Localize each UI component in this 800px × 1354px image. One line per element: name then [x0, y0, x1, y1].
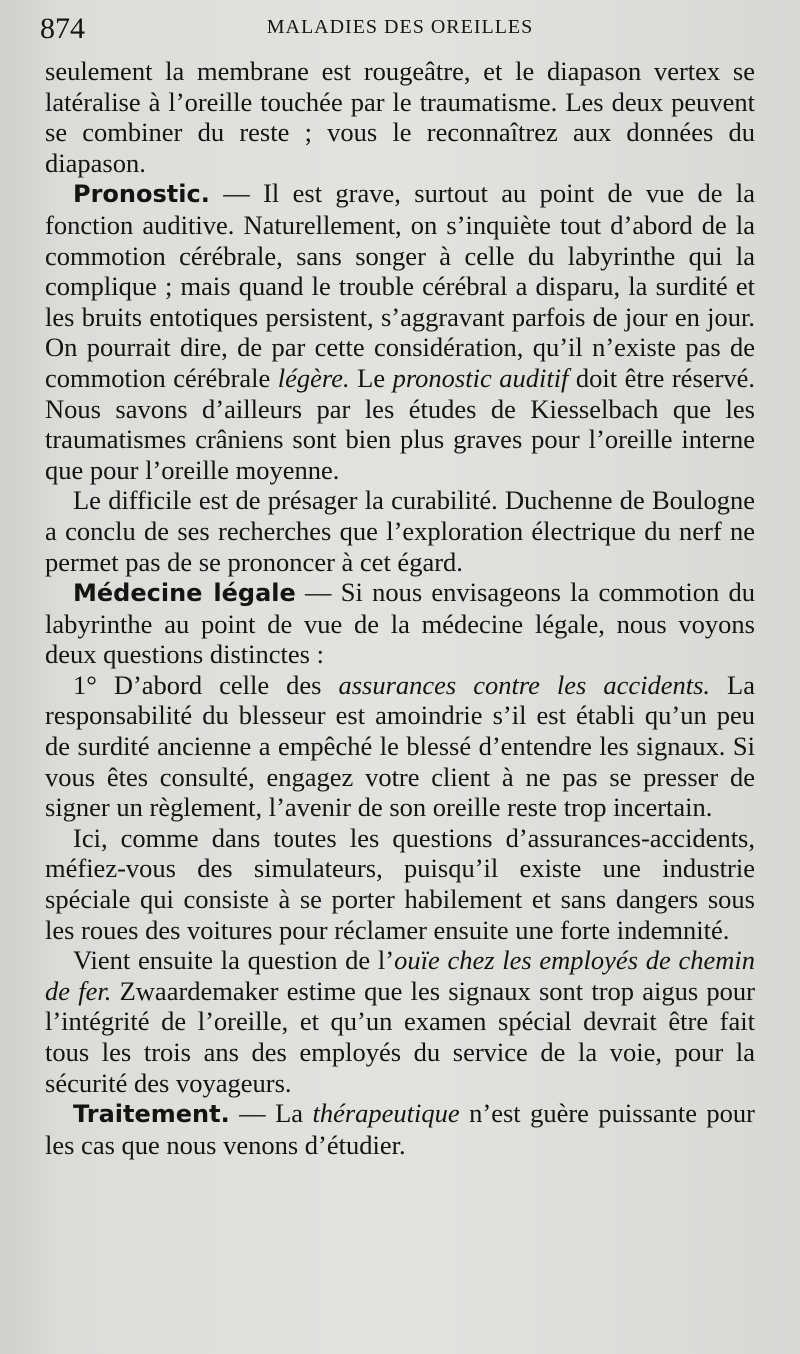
- pronostic-text-b: Le: [349, 362, 393, 393]
- assurances-text-a: 1° D’abord celle des: [73, 669, 339, 700]
- page-number: 874: [40, 12, 85, 45]
- paragraph-continuation: seulement la membrane est rougeâtre, et le diapason vertex se latéralise à l’oreille touchée par le traumatisme. Les deux peuvent se combiner du reste ; vous le reconnaîtrez aux données du diapason.: [45, 56, 755, 178]
- chemin-de-fer-text-a: Vient ensuite la question de l’: [73, 945, 395, 976]
- pronostic-italic-auditif: pronostic auditif: [392, 362, 569, 393]
- traitement-italic: thérapeutique: [312, 1098, 460, 1129]
- running-title: MALADIES DES OREILLES: [266, 16, 534, 38]
- paragraph-pronostic: [45, 178, 755, 485]
- chemin-de-fer-text-b: Zwaardemaker estime que les signaux sont trop aigus pour l’intégrité de l’oreille, et qu’un examen spécial devrait être fait tous les trois ans des employés du service de la voie, pour la sécurité des voyageurs.: [45, 975, 755, 1098]
- section-heading-pronostic: Pronostic.: [73, 180, 210, 209]
- paragraph-curabilite: Le difficile est de présager la curabilité. Duchenne de Boulogne a conclu de ses recherches que l’exploration électrique du nerf ne permet pas de se prononcer à cet égard.: [45, 485, 755, 577]
- assurances-italic: assurances contre les accidents.: [338, 669, 711, 700]
- traitement-text-b: n’est guère puissante pour les cas que nous venons d’étudier.: [45, 1098, 755, 1160]
- section-heading-traitement: Traitement.: [73, 1100, 230, 1129]
- paragraph-chemin-de-fer: [45, 945, 755, 1098]
- chemin-de-fer-italic: ouïe chez les employés de chemin de fer.: [45, 945, 755, 1006]
- pronostic-text-a: — Il est grave, surtout au point de vue de la fonction auditive. Naturellement, on s’inquiète tout d’abord de la commotion cérébrale, sans songer à celle du labyrinthe qui la complique ; mais quand le trouble cérébral a disparu, la surdité et les bruits entotiques persistent, s’aggravant parfois de jour en jour. On pourrait dire, de par cette considération, qu’il n’existe pas de commotion cérébrale: [45, 178, 755, 393]
- page-header: [40, 12, 760, 46]
- paragraph-assurances: [45, 670, 755, 823]
- paragraph-traitement: [45, 1098, 755, 1160]
- medecine-legale-text: — Si nous envisageons la commotion du labyrinthe au point de vue de la médecine légale, nous voyons deux questions distinctes :: [45, 577, 756, 670]
- traitement-text-a: — La: [229, 1098, 313, 1129]
- page-body: [45, 56, 755, 1160]
- section-heading-medecine-legale: Médecine légale: [73, 579, 296, 608]
- assurances-text-b: La responsabilité du blesseur est amoindrie s’il est établi qu’un peu de surdité ancienne a empêché le blessé d’entendre les signaux. Si vous êtes consulté, engagez votre client à ne pas se presser de signer un règlement, l’avenir de son oreille reste trop incertain.: [45, 669, 756, 823]
- paragraph-medecine-legale: [45, 577, 755, 670]
- pronostic-italic-legere: légère.: [277, 362, 350, 393]
- pronostic-text-c: doit être réservé. Nous savons d’ailleurs par les études de Kiesselbach que les traumatismes crâniens sont bien plus graves pour l’oreille interne que pour l’oreille moyenne.: [45, 362, 755, 485]
- paragraph-simulateurs: Ici, comme dans toutes les questions d’assurances-accidents, méfiez-vous des simulateurs, puisqu’il existe une industrie spéciale qui consiste à se porter habilement et sans dangers sous les roues des voitures pour réclamer ensuite une forte indemnité.: [45, 822, 755, 945]
